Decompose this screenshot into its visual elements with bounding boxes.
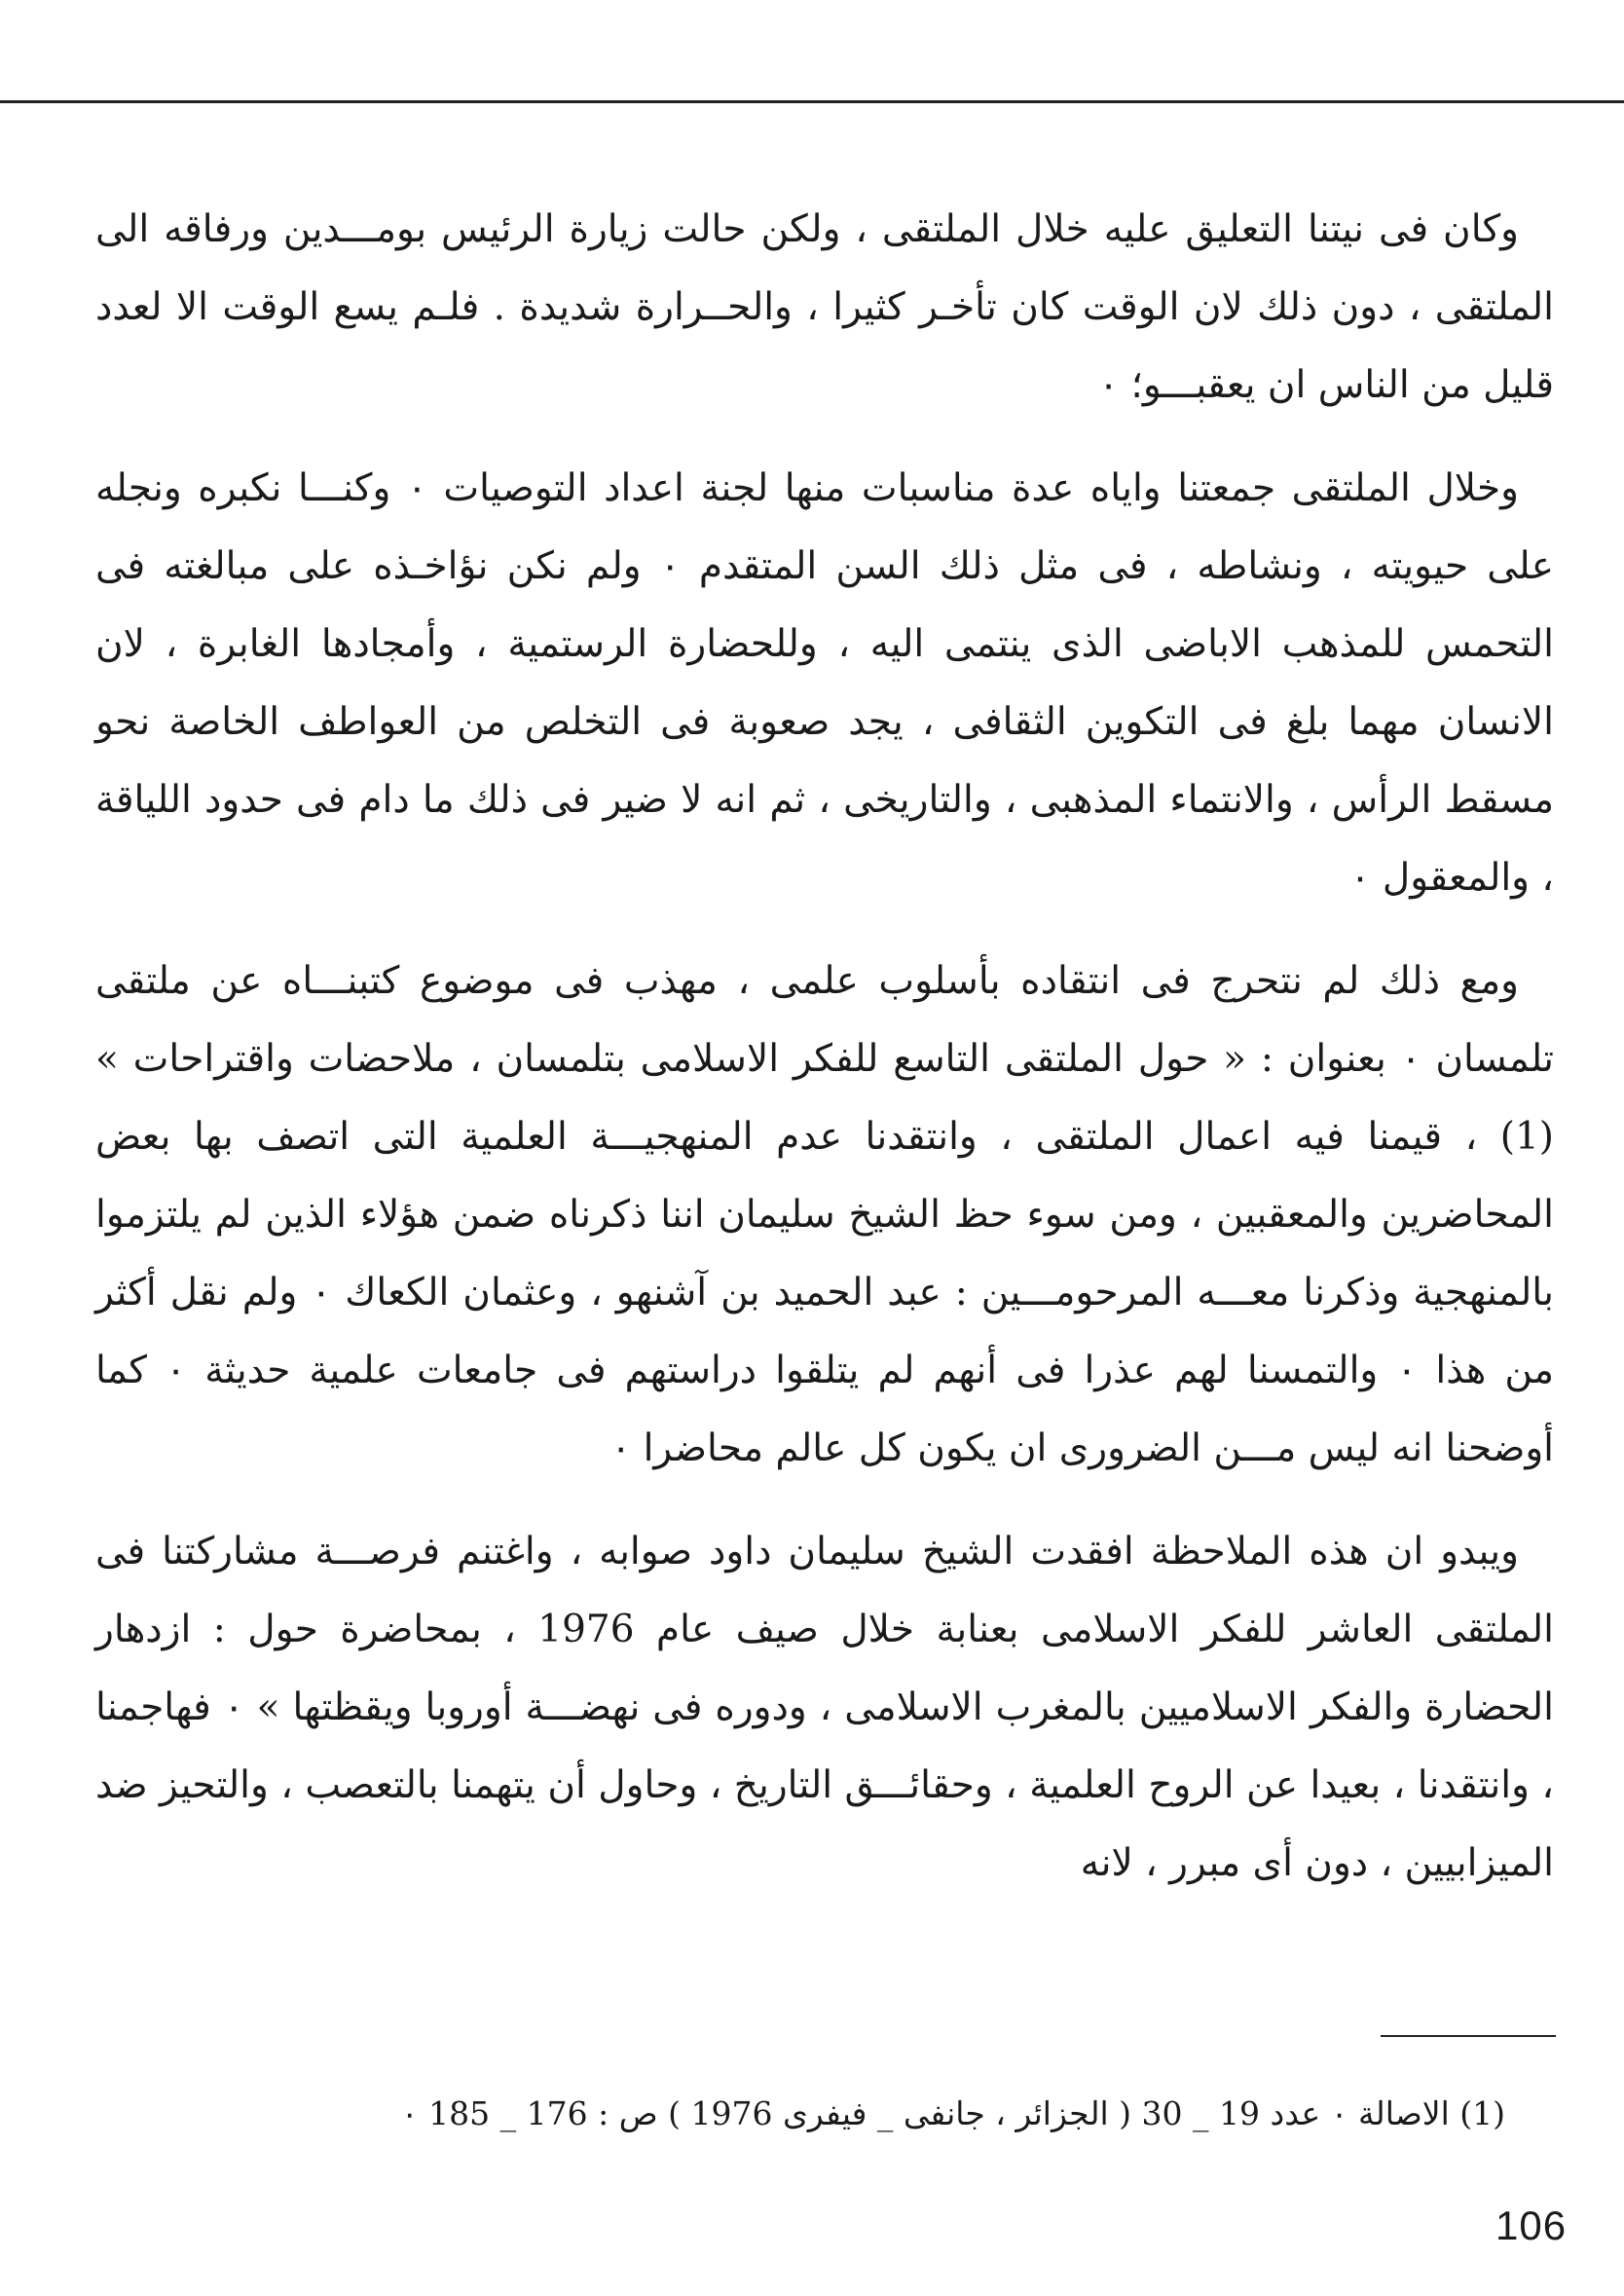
paragraph-3: ومع ذلك لم نتحرج فى انتقاده بأسلوب علمى ، مهذب فى موضوع كتبنـــاه عن ملتقى تلمسان ٠ بعنوان : « حول الملتقى التاسع للفكر الاسلامى بتلمسان ، ملاحضات واقتراحات » (1) ، قيمنا فيه اعمال الملتقى ، وانتقدنا عدم المنهجيـــة العلمية التى اتصف بها بعض المحاضرين والمعقبين ، ومن سوء حظ الشيخ سليمان اننا ذكرناه ضمن هؤلاء الذين لم يلتزموا بالمنهجية وذكرنا معـــه المرحومـــين : عبد الحميد بن آشنهو ، وعثمان الكعاك ٠ ولم نقل أكثر من هذا ٠ والتمسنا لهم عذرا فى أنهم لم يتلقوا دراستهم فى جامعات علمية حديثة ٠ كما أوضحنا انه ليس مـــن الضرورى ان يكون كل عالم محاضرا ٠ bbox=[95, 959, 1554, 1470]
page-number: 106 bbox=[1495, 2203, 1568, 2248]
footnote-rule bbox=[1381, 2035, 1556, 2037]
body-text bbox=[95, 191, 1554, 1928]
top-rule bbox=[0, 100, 1624, 103]
paragraph-1: وكان فى نيتنا التعليق عليه خلال الملتقى ، ولكن حالت زيارة الرئيس بومـــدين ورفاقه الى الملتقى ، دون ذلك لان الوقت كان تأخـر كثيرا ، والحــرارة شديدة . فلـم يسع الوقت الا لعدد قليل من الناس ان يعقبـــو؛ ٠ bbox=[95, 207, 1554, 407]
paragraph-4: ويبدو ان هذه الملاحظة افقدت الشيخ سليمان داود صوابه ، واغتنم فرصـــة مشاركتنا فى الملتقى العاشر للفكر الاسلامى بعنابة خلال صيف عام 1976 ، بمحاضرة حول : ازدهار الحضارة والفكر الاسلاميين بالمغرب الاسلامى ، ودوره فى نهضـــة أوروبا ويقظتها » ٠ فهاجمنا ، وانتقدنا ، بعيدا عن الروح العلمية ، وحقائـــق التاريخ ، وحاول أن يتهمنا بالتعصب ، والتحيز ضد الميزابيين ، دون أى مبرر ، لانه bbox=[95, 1530, 1554, 1885]
paragraph-2: وخلال الملتقى جمعتنا واياه عدة مناسبات منها لجنة اعداد التوصيات ٠ وكنـــا نكبره ونجله على حيويته ، ونشاطه ، فى مثل ذلك السن المتقدم ٠ ولم نكن نؤاخـذه على مبالغته فى التحمس للمذهب الاباضى الذى ينتمى اليه ، وللحضارة الرستمية ، وأمجادها الغابرة ، لان الانسان مهما بلغ فى التكوين الثقافى ، يجد صعوبة فى التخلص من العواطف الخاصة نحو مسقط الرأس ، والانتماء المذهبى ، والتاريخى ، ثم انه لا ضير فى ذلك ما دام فى حدود اللياقة ، والمعقول ٠ bbox=[95, 466, 1554, 900]
footnote: (1) الاصالة ٠ عدد 19 _ 30 ( الجزائر ، جانفى _ فيفرى 1976 ) ص : 176 _ 185 ٠ bbox=[400, 2094, 1505, 2132]
